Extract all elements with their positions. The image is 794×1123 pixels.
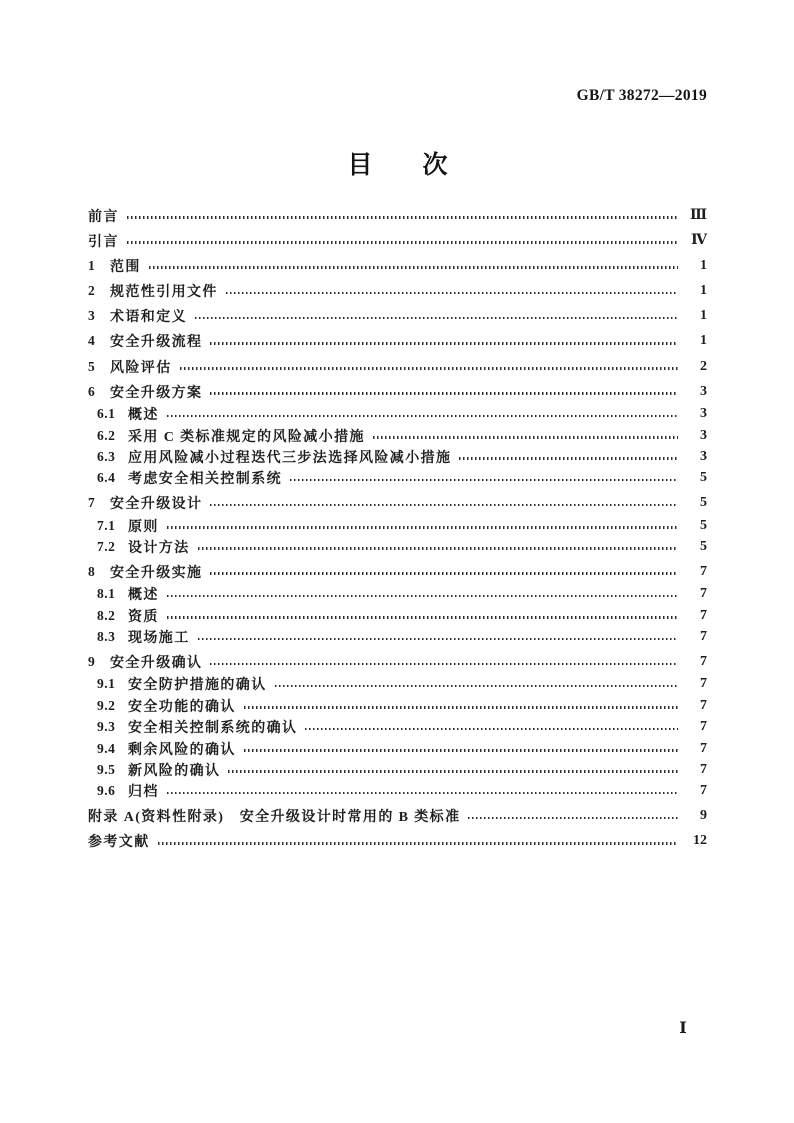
toc-entry-number: 9.6 [97, 783, 116, 799]
toc-entry-label: 安全升级实施 [110, 565, 203, 581]
dot-leader [226, 292, 678, 295]
dot-leader [180, 367, 678, 370]
toc-entry-page: 2 [700, 358, 707, 374]
toc-entry-number: 9.2 [97, 697, 116, 713]
toc-entry-page: 7 [700, 761, 707, 777]
toc-entry-number: 4 [88, 333, 96, 349]
toc-entry-label: 安全防护措施的确认 [128, 678, 267, 694]
toc-entry [88, 655, 707, 670]
toc-entry-number: 8.1 [97, 586, 116, 602]
toc-entry [88, 809, 707, 824]
toc-entry-page: 7 [700, 740, 707, 756]
toc-entry-page: 1 [700, 333, 707, 349]
toc-entry-label: 术语和定义 [110, 310, 187, 326]
dot-leader [198, 638, 678, 641]
toc-entry [88, 630, 707, 645]
toc-entry-label: 安全相关控制系统的确认 [128, 721, 298, 737]
dot-leader [210, 392, 678, 395]
toc-entry [88, 334, 707, 349]
toc-entry [88, 720, 707, 735]
toc-entry [88, 762, 707, 777]
toc-entry [88, 518, 707, 533]
toc-entry [88, 784, 707, 799]
toc-entry-page: 1 [700, 257, 707, 273]
toc-entry-number: 5 [88, 358, 96, 374]
toc-entry-page: 7 [700, 719, 707, 735]
toc-entry-label: 风险评估 [110, 360, 172, 376]
toc-entry [88, 564, 707, 579]
dot-leader [127, 216, 678, 219]
dot-leader [244, 749, 678, 752]
dot-leader [244, 706, 678, 709]
dot-leader [195, 317, 678, 320]
toc-entry-page: 7 [700, 697, 707, 713]
toc-entry [88, 834, 707, 849]
toc-entry [88, 407, 707, 422]
toc-entry [88, 741, 707, 756]
dot-leader [210, 342, 678, 345]
toc-entry-number: 7.2 [97, 538, 116, 554]
toc-entry-label: 参考文献 [88, 835, 150, 851]
dot-leader [127, 241, 678, 244]
toc-entry-page: 9 [700, 808, 707, 824]
toc-entry-page: 3 [700, 448, 707, 464]
toc-entry-number: 2 [88, 283, 96, 299]
toc-entry-label: 剩余风险的确认 [128, 742, 236, 758]
dot-leader [210, 663, 678, 666]
dot-leader [210, 572, 678, 575]
toc-entry-label: 安全升级确认 [110, 656, 203, 672]
toc-entry [88, 233, 707, 248]
toc-entry [88, 359, 707, 374]
toc-entry-label: 采用 C 类标准规定的风险减小措施 [128, 429, 365, 445]
toc-entry-page: 7 [700, 783, 707, 799]
toc-list [88, 208, 707, 849]
dot-leader [459, 457, 678, 460]
toc-entry [88, 496, 707, 511]
toc-entry-number: 9.1 [97, 676, 116, 692]
toc-entry [88, 384, 707, 399]
toc-entry-label: 现场施工 [128, 631, 190, 647]
toc-entry-page: 7 [700, 654, 707, 670]
dot-leader [290, 479, 678, 482]
toc-entry-label: 范围 [110, 259, 141, 275]
toc-entry-number: 9.5 [97, 761, 116, 777]
toc-entry-label: 资质 [128, 609, 159, 625]
toc-entry-label: 规范性引用文件 [110, 285, 218, 301]
toc-entry-page: 3 [700, 406, 707, 422]
toc-entry-label: 应用风险减小过程迭代三步法选择风险减小措施 [128, 450, 452, 466]
toc-entry-number: 9 [88, 654, 96, 670]
dot-leader [198, 547, 678, 550]
toc-entry-number: 8 [88, 563, 96, 579]
toc-entry-label: 概述 [128, 408, 159, 424]
toc-entry-number: 3 [88, 308, 96, 324]
dot-leader [275, 685, 678, 688]
toc-entry [88, 608, 707, 623]
toc-entry-page: 5 [700, 470, 707, 486]
toc-entry-label: 引言 [88, 234, 119, 250]
page-title: 目 次 [347, 151, 448, 179]
toc-entry [88, 539, 707, 554]
toc-entry-page: Ⅲ [689, 208, 707, 223]
toc-entry-number: 1 [88, 257, 96, 273]
toc-entry [88, 587, 707, 602]
toc-entry-number: 9.4 [97, 740, 116, 756]
dot-leader [373, 436, 678, 439]
toc-entry-number: 7 [88, 495, 96, 511]
dot-leader [167, 415, 678, 418]
dot-leader [228, 770, 678, 773]
toc-entry-label: 安全升级方案 [110, 385, 203, 401]
toc-entry-page: 7 [700, 676, 707, 692]
toc-entry-number: 6 [88, 383, 96, 399]
toc-entry-page: 7 [700, 607, 707, 623]
document-header [88, 88, 707, 103]
toc-entry-page: 7 [700, 563, 707, 579]
toc-entry [88, 677, 707, 692]
toc-entry [88, 258, 707, 273]
toc-entry-number: 6.4 [97, 470, 116, 486]
toc-entry-number: 6.3 [97, 448, 116, 464]
toc-entry-label: 安全升级设计 [110, 497, 203, 513]
toc-entry-page: 7 [700, 629, 707, 645]
dot-leader [167, 526, 678, 529]
dot-leader [167, 792, 678, 795]
toc-entry-label: 原则 [128, 519, 159, 535]
toc-entry-label: 前言 [88, 209, 119, 225]
toc-entry-page: Ⅳ [691, 233, 707, 249]
toc-entry [88, 428, 707, 443]
dot-leader [305, 728, 678, 731]
toc-entry [88, 449, 707, 464]
toc-entry-page: 1 [700, 308, 707, 324]
toc-entry [88, 471, 707, 486]
standard-number: GB/T 38272—2019 [576, 87, 707, 104]
dot-leader [158, 842, 678, 845]
toc-entry-label: 考虑安全相关控制系统 [128, 472, 282, 488]
toc-entry-page: 7 [700, 586, 707, 602]
toc-entry-label: 设计方法 [128, 540, 190, 556]
toc-entry [88, 309, 707, 324]
toc-entry-number: 7.1 [97, 517, 116, 533]
toc-entry-label: 安全升级流程 [110, 335, 203, 351]
toc-entry-label: 新风险的确认 [128, 763, 221, 779]
toc-entry-number: 6.2 [97, 427, 116, 443]
toc-entry-label: 附录 A(资料性附录) 安全升级设计时常用的 B 类标准 [88, 810, 461, 826]
toc-entry-page: 5 [700, 538, 707, 554]
toc-entry-page: 3 [700, 427, 707, 443]
toc-entry-page: 3 [700, 383, 707, 399]
toc-entry [88, 698, 707, 713]
toc-entry-label: 归档 [128, 785, 159, 801]
toc-entry-page: 1 [700, 283, 707, 299]
dot-leader [210, 504, 678, 507]
page-folio-number: Ⅰ [679, 1020, 687, 1037]
toc-entry-number: 8.3 [97, 629, 116, 645]
toc-entry-number: 6.1 [97, 406, 116, 422]
toc-entry [88, 284, 707, 299]
toc-entry [88, 208, 707, 223]
toc-entry-number: 8.2 [97, 607, 116, 623]
toc-entry-page: 12 [693, 833, 707, 849]
dot-leader [149, 266, 678, 269]
toc-entry-label: 安全功能的确认 [128, 699, 236, 715]
toc-entry-page: 5 [700, 495, 707, 511]
dot-leader [167, 595, 678, 598]
dot-leader [468, 817, 678, 820]
toc-entry-page: 5 [700, 517, 707, 533]
toc-entry-label: 概述 [128, 588, 159, 604]
toc-entry-number: 9.3 [97, 719, 116, 735]
dot-leader [167, 616, 678, 619]
